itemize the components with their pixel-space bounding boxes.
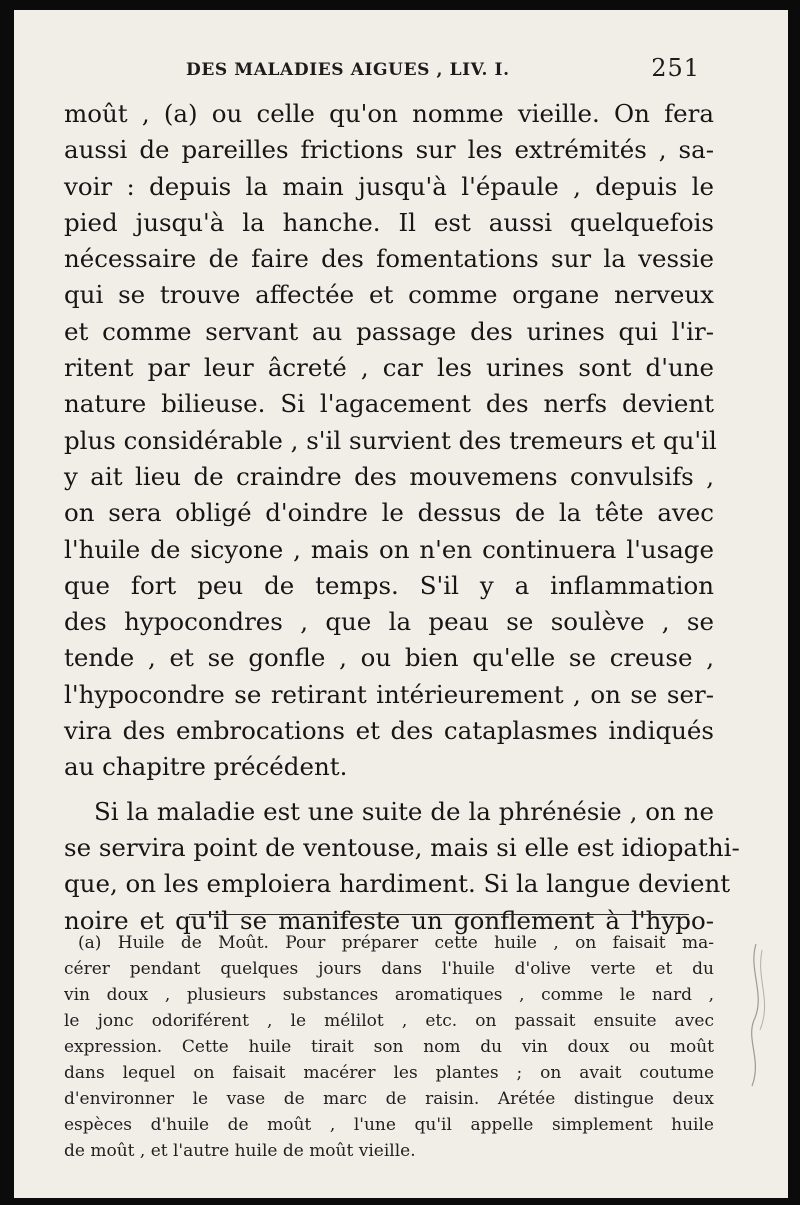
running-title: DES MALADIES AIGUES , LIV. I. xyxy=(186,60,510,80)
page-header xyxy=(14,54,788,90)
footnote-divider xyxy=(189,914,689,915)
footnote-line: espèces d'huile de moût , l'une qu'il appelle simplement huile xyxy=(64,1115,714,1135)
book-page xyxy=(14,10,788,1198)
text-line: se servira point de ventouse, mais si elle est idiopathi- xyxy=(64,832,740,862)
footnote-line: expression. Cette huile tirait son nom du vin doux ou moût xyxy=(64,1037,714,1057)
text-line: y ait lieu de craindre des mouvemens convulsifs , xyxy=(64,461,714,491)
text-line: au chapitre précédent. xyxy=(64,752,348,782)
footnote-line: de moût , et l'autre huile de moût vieille. xyxy=(64,1141,416,1161)
text-line: et comme servant au passage des urines qui l'ir- xyxy=(64,316,714,346)
text-line: plus considérable , s'il survient des tremeurs et qu'il xyxy=(64,425,717,455)
pencil-scribble-icon xyxy=(726,940,786,1090)
text-line: on sera obligé d'oindre le dessus de la tête avec xyxy=(64,498,714,528)
text-line: voir : depuis la main jusqu'à l'épaule , depuis le xyxy=(64,171,714,201)
footnote-line: le jonc odoriférent , le mélilot , etc. on passait ensuite avec xyxy=(64,1011,714,1031)
text-line: nature bilieuse. Si l'agacement des nerfs devient xyxy=(64,389,714,419)
footnote-line: vin doux , plusieurs substances aromatiques , comme le nard , xyxy=(64,985,714,1005)
footnote xyxy=(64,930,714,1164)
text-line: qui se trouve affectée et comme organe nerveux xyxy=(64,280,714,310)
text-line: tende , et se gonfle , ou bien qu'elle se creuse , xyxy=(64,643,714,673)
text-line: que fort peu de temps. S'il y a inflammation xyxy=(64,570,714,600)
footnote-line: cérer pendant quelques jours dans l'huile d'olive verte et du xyxy=(64,959,714,979)
text-line: l'huile de sicyone , mais on n'en continuera l'usage xyxy=(64,534,714,564)
page-number: 251 xyxy=(651,54,700,82)
text-line: nécessaire de faire des fomentations sur la vessie xyxy=(64,244,714,274)
footnote-line: dans lequel on faisait macérer les plantes ; on avait coutume xyxy=(64,1063,714,1083)
footnote-line: d'environner le vase de marc de raisin. Arétée distingue deux xyxy=(64,1089,714,1109)
text-line: ritent par leur âcreté , car les urines sont d'une xyxy=(64,353,714,383)
text-line: pied jusqu'à la hanche. Il est aussi quelquefois xyxy=(64,207,714,237)
text-line: Si la maladie est une suite de la phrénésie , on ne xyxy=(94,796,714,826)
footnote-line: (a) Huile de Moût. Pour préparer cette huile , on faisait ma- xyxy=(78,933,714,953)
text-line: noire et qu'il se manifeste un gonflement à l'hypo- xyxy=(64,905,714,935)
text-line: l'hypocondre se retirant intérieurement , on se ser- xyxy=(64,679,714,709)
text-line: aussi de pareilles frictions sur les extrémités , sa- xyxy=(64,135,714,165)
paragraph-gap xyxy=(64,786,714,794)
text-line: vira des embrocations et des cataplasmes indiqués xyxy=(64,716,714,746)
main-text xyxy=(64,96,740,939)
text-line: moût , (a) ou celle qu'on nomme vieille. On fera xyxy=(64,99,714,128)
text-line: que, on les emploiera hardiment. Si la langue devient xyxy=(64,869,731,899)
text-line: des hypocondres , que la peau se soulève , se xyxy=(64,607,714,637)
